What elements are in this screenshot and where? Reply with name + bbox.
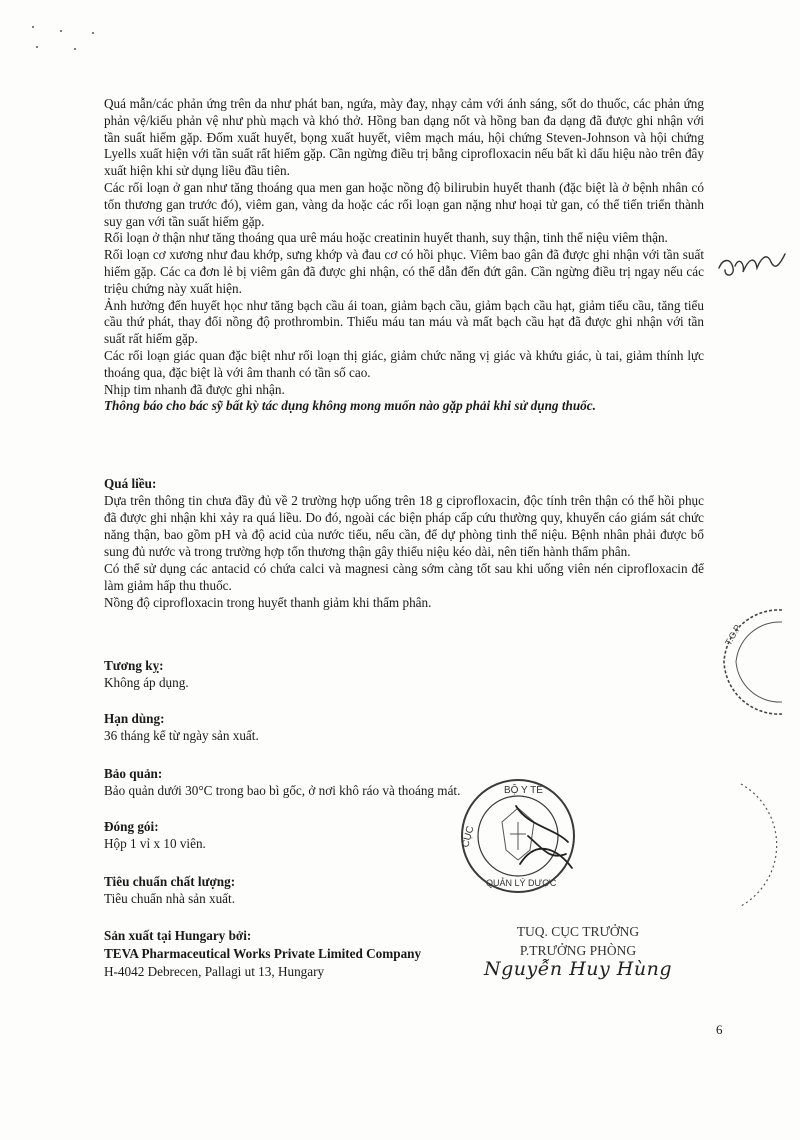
overdose-heading: Quá liều:	[104, 476, 157, 491]
packaging-text: Hộp 1 vỉ x 10 viên.	[104, 836, 206, 851]
packaging-section	[104, 818, 704, 852]
quality-standard-text: Tiêu chuẩn nhà sản xuất.	[104, 891, 235, 906]
overdose-paragraph: Có thể sử dụng các antacid có chứa calci và magnesi càng sớm càng tốt sau khi uống viên nén ciprofloxacin để làm giảm hấp thu thuốc.	[104, 561, 704, 593]
incompatibility-section	[104, 657, 704, 691]
storage-text: Bảo quản dưới 30°C trong bao bì gốc, ở nơi khô ráo và thoáng mát.	[104, 783, 461, 798]
packaging-heading: Đóng gói:	[104, 819, 159, 834]
side-stamp-text: T.C.P	[723, 622, 743, 647]
manufacturer-name: TEVA Pharmaceutical Works Private Limited Company	[104, 946, 422, 961]
shelf-life-heading: Hạn dùng:	[104, 711, 165, 726]
quality-standard-section	[104, 873, 704, 907]
incompatibility-text: Không áp dụng.	[104, 675, 189, 690]
signatory-title-line1: TUQ. CỤC TRƯỞNG	[516, 924, 640, 939]
storage-heading: Bảo quản:	[104, 766, 163, 781]
effect-hematology: Ảnh hưởng đến huyết học như tăng bạch cầu ái toan, giảm bạch cầu, giảm bạch cầu hạt, giảm tiểu cầu, tăng tiểu cầu thứ phát, thay đổi nồng độ prothrombin. Thiếu máu tan máu và mất bạch cầu hạt đã được ghi nhận với tần suất rất hiếm gặp.	[104, 297, 704, 347]
effect-liver: Các rối loạn ở gan như tăng thoáng qua men gan hoặc nồng độ bilirubin huyết thanh (đặc biệt là ở bệnh nhân có tổn thương gan trước đó), viêm gan, vàng da hoặc các rối loạn gan nặng như hoại tử gan, có thể tiến triển thành suy gan với tần suất hiếm gặp.	[104, 179, 704, 229]
overdose-paragraph: Dựa trên thông tin chưa đầy đủ về 2 trường hợp uống trên 18 g ciprofloxacin, độc tính trên thận có thể hồi phục đã được ghi nhận khi xảy ra quá liều. Do đó, ngoài các biện pháp cấp cứu thường quy, khuyến cáo giám sát chức năng thận, bao gồm pH và độ acid của nước tiểu, nếu cần, để dự phòng tinh thể niệu. Bệnh nhân phải được bổ sung đủ nước và trong trường hợp tổn thương thận gây thiểu niệu kéo dài, nên tiến hành thẩm phân.	[104, 493, 704, 559]
handwritten-initials-icon	[715, 238, 787, 288]
manufacturer-address: H-4042 Debrecen, Pallagi ut 13, Hungary	[104, 964, 325, 979]
page-number: 6	[716, 1022, 723, 1037]
effect-senses: Các rối loạn giác quan đặc biệt như rối loạn thị giác, giảm chức năng vị giác và khứu giác, ù tai, giảm thính lực thoáng qua, đặc biệt là với âm thanh có tần số cao.	[104, 347, 704, 380]
effect-musculoskeletal: Rối loạn cơ xương như đau khớp, sưng khớp và đau cơ có hồi phục. Viêm bao gân đã được ghi nhận với tần suất hiếm gặp. Các ca đơn lẻ bị viêm gân đã được ghi nhận, có thể dẫn đến đứt gân. Cần ngừng điều trị ngay nếu các triệu chứng này xuất hiện.	[104, 247, 704, 296]
official-seal-icon	[458, 776, 578, 896]
manufacturer-heading: Sản xuất tại Hungary bởi:	[104, 928, 252, 943]
overdose-paragraph: Nồng độ ciprofloxacin trong huyết thanh giảm khi thẩm phân.	[104, 595, 432, 610]
seal-top-text: BỘ Y TẾ	[504, 785, 543, 796]
scan-specks	[22, 22, 112, 62]
signatory-title-line2: P.TRƯỞNG PHÒNG	[519, 943, 637, 958]
effect-kidney: Rối loạn ở thận như tăng thoáng qua urê máu hoặc creatinin huyết thanh, suy thận, tinh thể niệu viêm thận.	[104, 230, 668, 246]
quality-standard-heading: Tiêu chuẩn chất lượng:	[104, 874, 236, 889]
effect-hypersensitivity: Quá mẫn/các phản ứng trên da như phát ban, ngứa, mày đay, nhạy cảm với ánh sáng, sốt do thuốc, các phản ứng phản vệ/kiểu phản vệ như phù mạch và khó thở. Hồng ban dạng nốt và hồng ban đa dạng đã được ghi nhận với tần suất hiếm gặp. Đốm xuất huyết, bọng xuất huyết, viêm mạch máu, hội chứng Steven-Johnson và hội chứng Lyells xuất hiện với tần suất rất hiếm gặp. Cần ngừng điều trị bằng ciprofloxacin nếu bất kì dấu hiệu nào trên đây xuất hiện khi sử dụng liều đầu tiên.	[104, 96, 704, 179]
signatory-title	[498, 922, 658, 960]
seal-bottom-text: QUẢN LÝ DƯỢC	[486, 878, 557, 888]
adverse-effects-warning: Thông báo cho bác sỹ bất kỳ tác dụng không mong muốn nào gặp phải khi sử dụng thuốc.	[104, 398, 596, 414]
side-stamp-icon	[712, 606, 782, 716]
signatory-name: Nguyễn Huy Hùng	[483, 958, 672, 980]
right-stamp-arc-icon	[735, 780, 795, 910]
storage-section	[104, 765, 704, 799]
seal-left-text: CỤC	[460, 824, 477, 849]
adverse-effects-section	[104, 96, 704, 415]
shelf-life-section	[104, 710, 704, 744]
shelf-life-text: 36 tháng kể từ ngày sản xuất.	[104, 728, 259, 743]
effect-cardiac: Nhịp tim nhanh đã được ghi nhận.	[104, 381, 285, 397]
overdose-section	[104, 475, 704, 611]
incompatibility-heading: Tương kỵ:	[104, 658, 164, 673]
